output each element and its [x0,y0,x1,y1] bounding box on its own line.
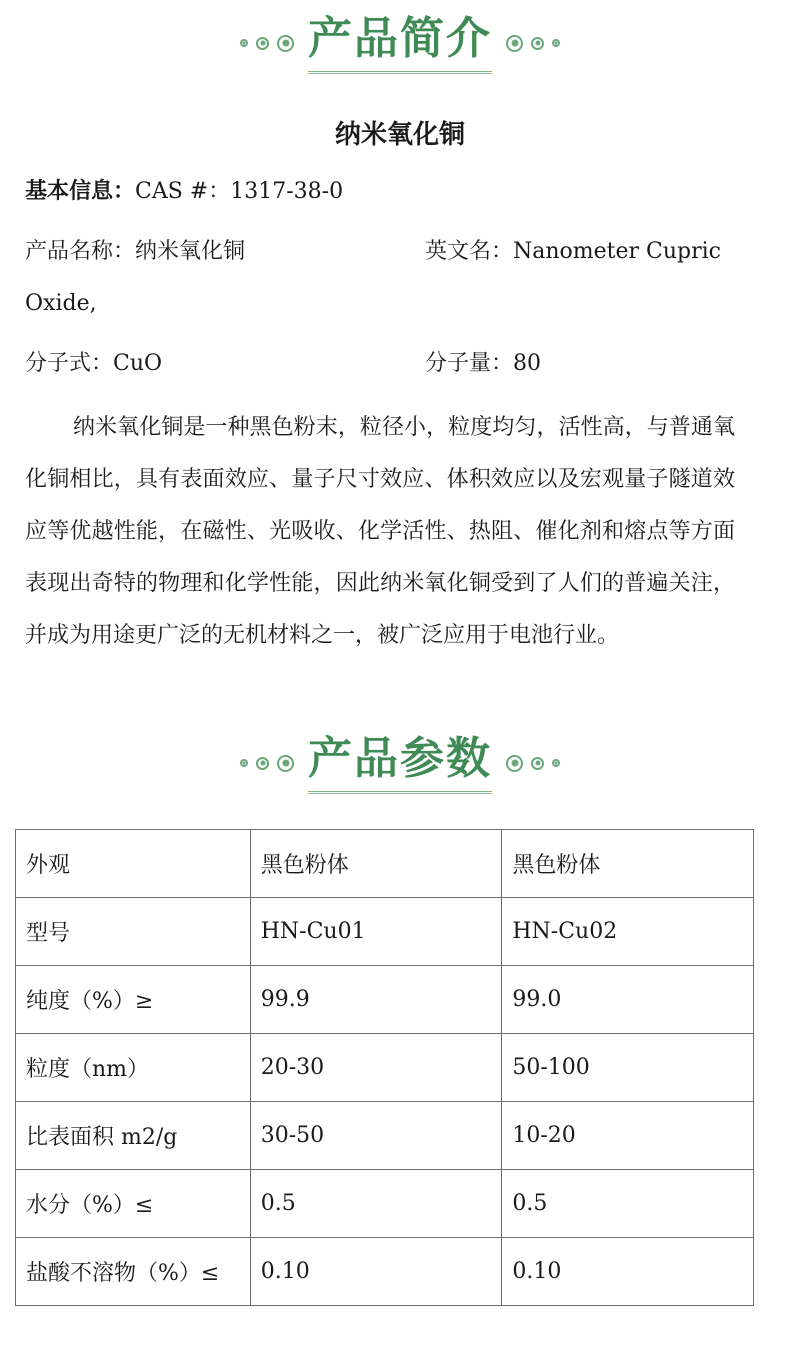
intro-heading: 产品简介 [308,13,492,74]
param-name-cell: 粒度（nm） [16,1034,251,1102]
param-name-cell: 比表面积 m2/g [16,1102,251,1170]
param-value-cell: 0.5 [502,1170,754,1238]
params-section-header [0,728,800,798]
dot-icon [506,755,523,772]
intro-section-header [0,8,800,78]
params-table [15,829,754,1306]
basic-info-label: 基本信息： [25,179,136,204]
dot-icon [531,757,544,770]
table-row [16,898,754,966]
dot-icon [277,755,294,772]
param-value-cell: HN-Cu01 [250,898,502,966]
basic-info-line [25,177,343,207]
dot-icon [552,759,560,767]
param-value-cell: 99.0 [502,966,754,1034]
table-row [16,1170,754,1238]
dot-icon [506,35,523,52]
param-value-cell: 20-30 [250,1034,502,1102]
param-name-cell: 型号 [16,898,251,966]
molecular-weight: 分子量：80 [425,351,541,376]
param-value-cell: 0.10 [502,1238,754,1306]
param-value-cell: 黑色粉体 [502,830,754,898]
dot-icon [240,759,248,767]
dot-icon [256,757,269,770]
product-description: 纳米氧化铜是一种黑色粉末，粒径小，粒度均匀，活性高，与普通氧化铜相比，具有表面效应、量子尺寸效应、体积效应以及宏观量子隧道效应等优越性能，在磁性、光吸收、化学活性、热阻、催化剂和熔点等方面表现出奇特的物理和化学性能，因此纳米氧化铜受到了人们的普遍关注，并成为用途更广泛的无机材料之一，被广泛应用于电池行业。 [25,415,735,648]
left-ornament-dots [240,35,294,52]
dot-icon [552,39,560,47]
dot-icon [277,35,294,52]
table-row [16,1034,754,1102]
param-name-cell: 纯度（%）≥ [16,966,251,1034]
table-row [16,1238,754,1306]
dot-icon [240,39,248,47]
param-value-cell: 黑色粉体 [250,830,502,898]
table-row [16,966,754,1034]
param-value-cell: 99.9 [250,966,502,1034]
dot-icon [256,37,269,50]
param-value-cell: 0.5 [250,1170,502,1238]
param-value-cell: 50-100 [502,1034,754,1102]
molecular-formula: 分子式：CuO [25,351,163,376]
right-ornament-dots [506,35,560,52]
param-name-cell: 盐酸不溶物（%）≤ [16,1238,251,1306]
right-ornament-dots [506,755,560,772]
param-value-cell: HN-Cu02 [502,898,754,966]
dot-icon [531,37,544,50]
table-row [16,1102,754,1170]
cas-number: CAS #：1317-38-0 [135,179,344,204]
product-name-en-continued: Oxide, [25,291,97,316]
param-name-cell: 水分（%）≤ [16,1170,251,1238]
param-value-cell: 0.10 [250,1238,502,1306]
param-value-cell: 10-20 [502,1102,754,1170]
param-name-cell: 外观 [16,830,251,898]
param-value-cell: 30-50 [250,1102,502,1170]
table-row [16,830,754,898]
params-heading: 产品参数 [308,733,492,794]
product-name-en: 英文名：Nanometer Cupric [425,239,721,264]
product-name-cn: 产品名称：纳米氧化铜 [25,239,246,264]
left-ornament-dots [240,755,294,772]
product-title: 纳米氧化铜 [334,120,465,150]
